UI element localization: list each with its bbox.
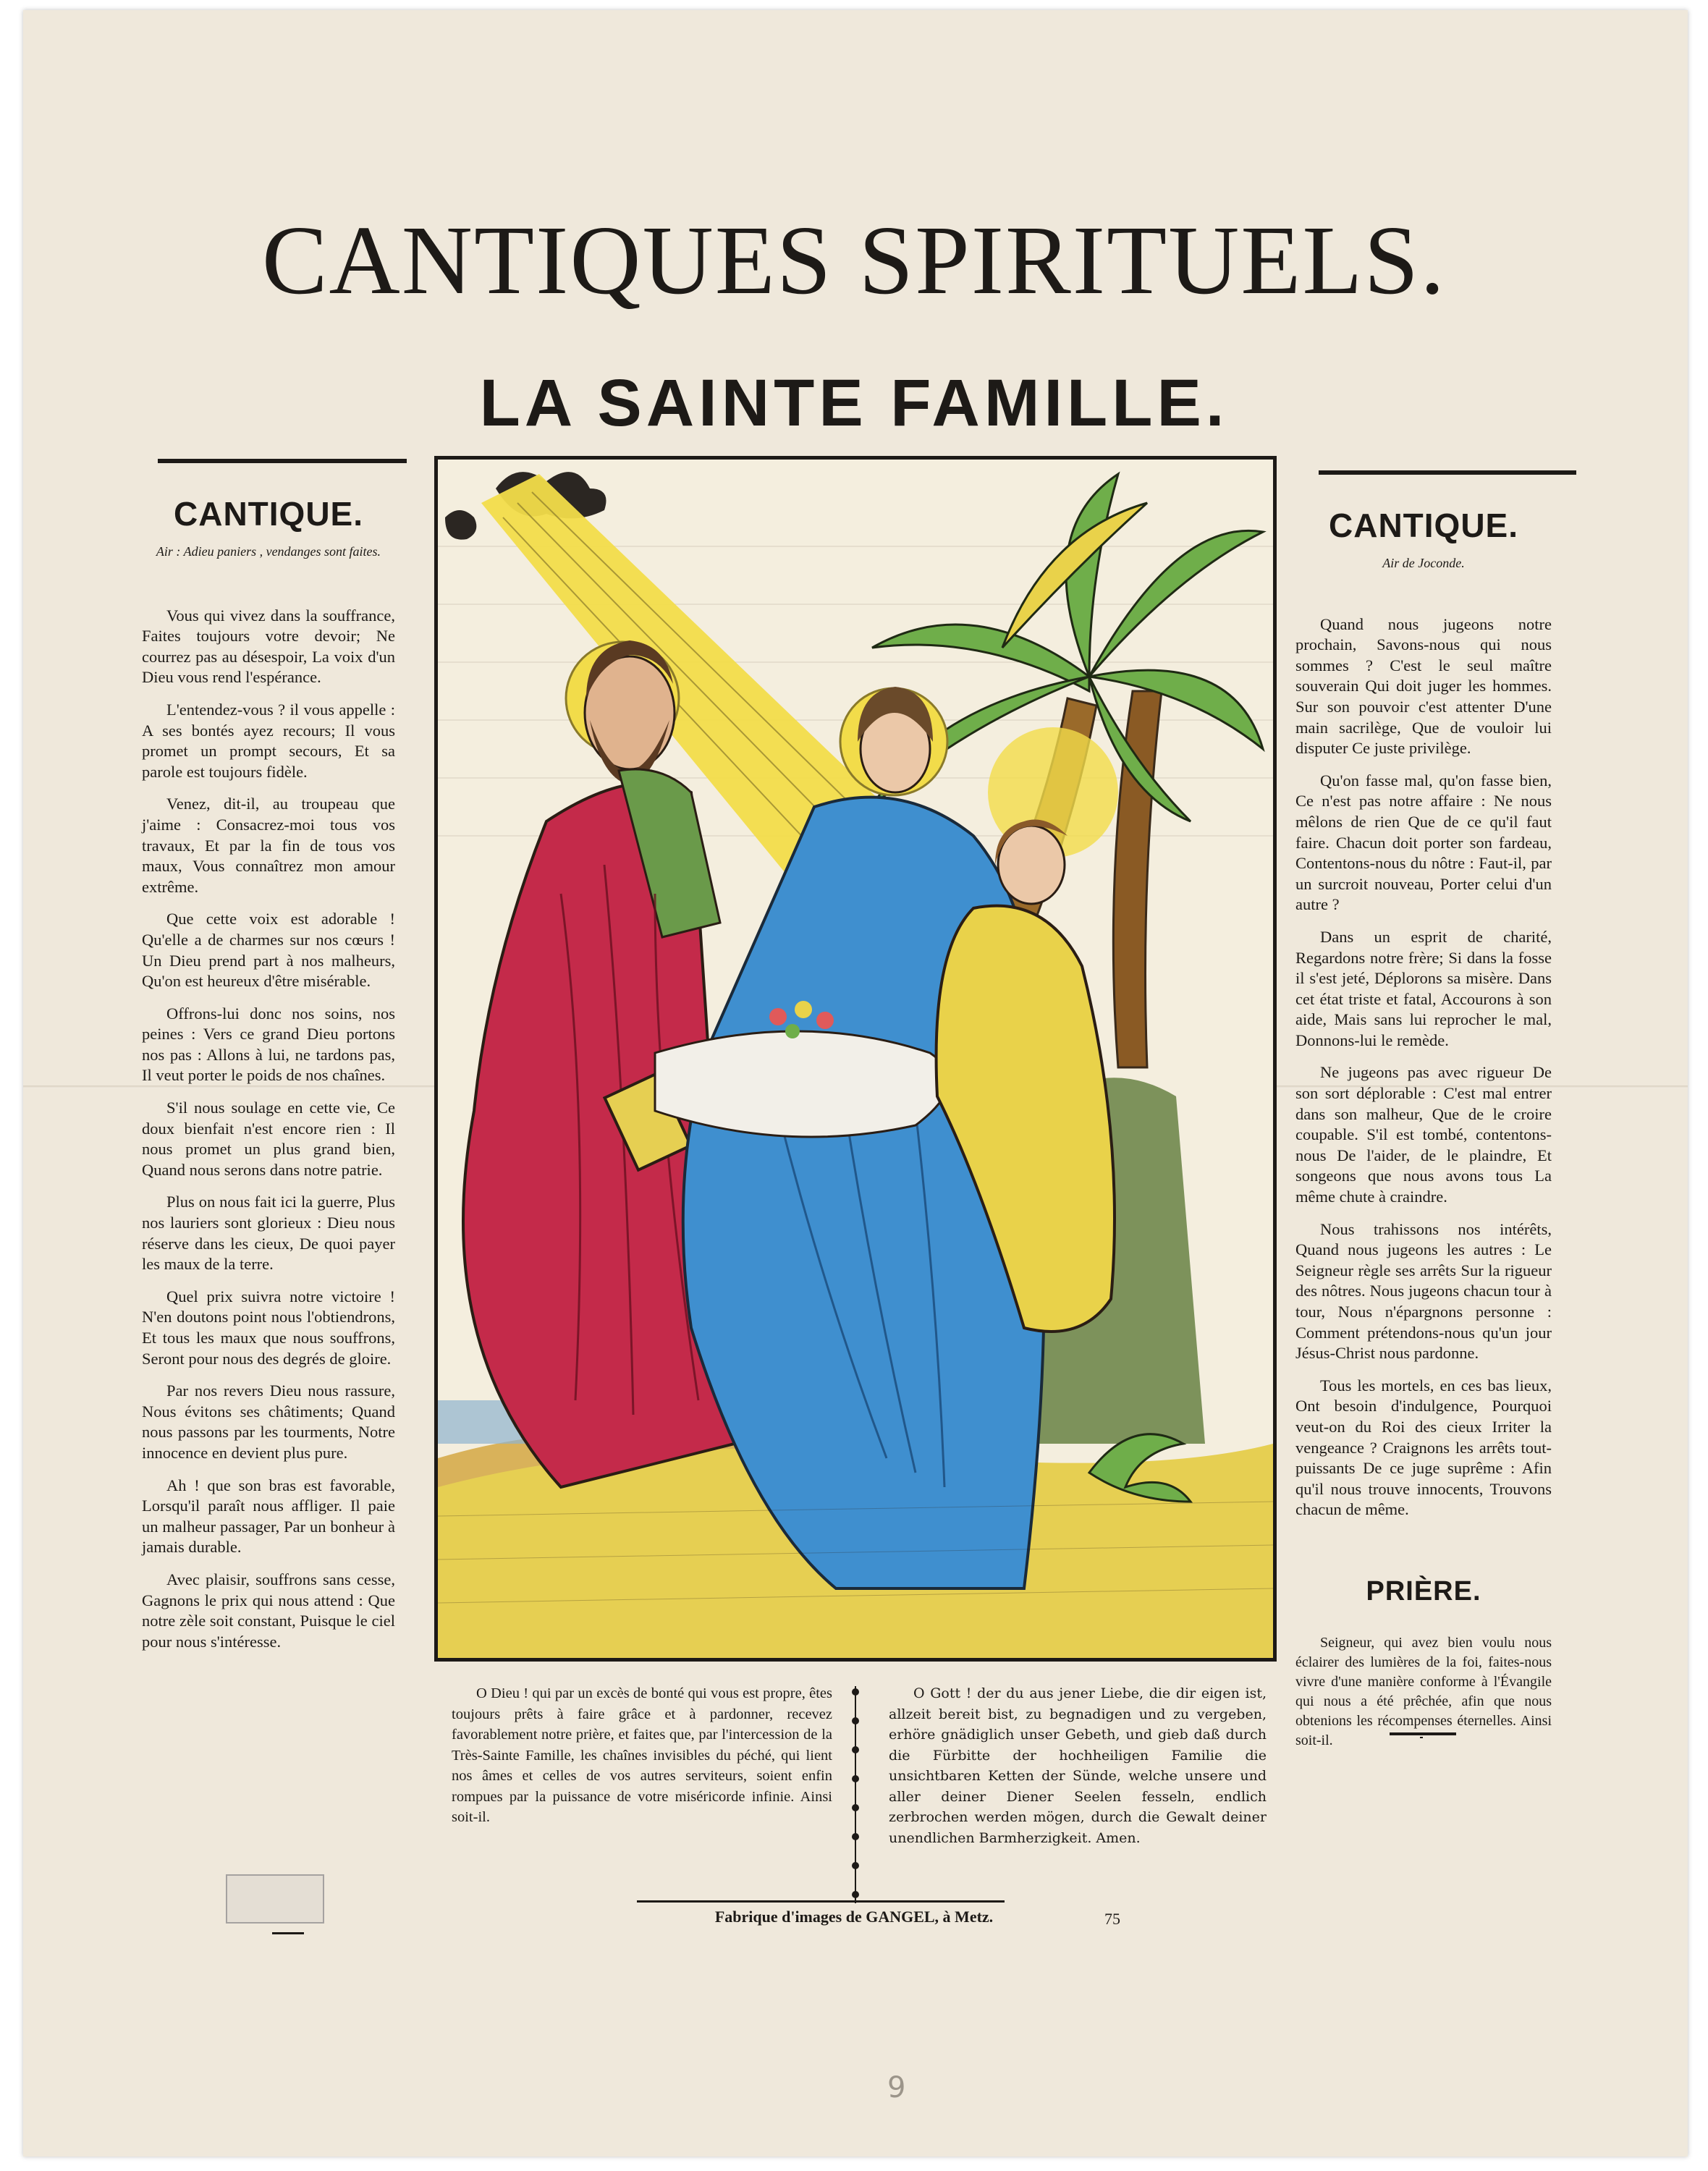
left-stanza: Venez, dit-il, au troupeau que j'aime : Consacrez-moi tous vos travaux, Et par la fin de tous vos maux, Vous connaîtrez mon amour extrême. [142, 795, 395, 896]
rule-right [1319, 470, 1576, 475]
prayer-heading: PRIÈRE. [1366, 1575, 1481, 1607]
woodcut-scene [438, 460, 1273, 1658]
left-stanza: S'il nous soulage en cette vie, Ce doux bienfait n'est encore rien : Il nous promet un plus grand bien, Quand nous serons dans notre patrie. [142, 1099, 395, 1179]
right-stanza: Dans un esprit de charité, Regardons notre frère; Si dans la fosse il s'est jeté, Déplorons sa misère. Dans cet état triste et fatal, Accourons à son aide, Mais sans lui reprocher le mal, Donnons-lui le remède. [1295, 927, 1552, 1049]
right-stanza: Nous trahissons nos intérêts, Quand nous jugeons les autres : Le Seigneur règle ses arrêts Sur la rigueur des nôtres. Nous jugeons chacun tour à tour, Nous n'épargnons personne : Comment prétendons-nous qu'un jour Jésus-Christ nous pardonne. [1295, 1219, 1552, 1363]
french-prayer-text: O Dieu ! qui par un excès de bonté qui vous est propre, êtes toujours prêts à faire grâce et à pardonner, recevez favorablement notre prière, et faites que, par l'intercession de la Très-Sainte Famille, les chaînes invisibles du péché, qui lient nos âmes et celles de vos autres serviteurs, soient enfin rompues par la puissance de votre miséricorde infinie. Ainsi soit-il. [452, 1685, 832, 1825]
rule-left [158, 459, 407, 463]
right-column-air: Air de Joconde. [1382, 556, 1465, 570]
prayer-text: Seigneur, qui avez bien voulu nous éclairer des lumières de la foi, faites-nous vivre d'une manière conforme à l'Évangile qui nous a été prêchée, afin que nous obtenions les récompenses éternelles. Ainsi soit-il. [1295, 1634, 1552, 1748]
page-number: 75 [1104, 1910, 1120, 1928]
left-stanza: Offrons-lui donc nos soins, nos peines : Vers ce grand Dieu portons nos pas : Allons à lui, ne tardons pas, Il veut porter le poids de nos chaînes. [142, 1004, 395, 1085]
left-stanza: Plus on nous fait ici la guerre, Plus nos lauriers sont glorieux : Dieu nous réserve dans les cieux, De quoi payer les maux de la terre. [142, 1193, 395, 1274]
german-prayer-text: O Gott ! der du aus jener Liebe, die dir eigen ist, allzeit bereit bist, zu begnadigen und zu vergeben, erhöre gnädiglich unser Gebeth, und gieb daß durch die Fürbitte der hochheiligen Familie die unsichtbaren Ketten der Sünde, welche unsere und aller deiner Diener Seelen fesseln, endlich zerbrochen werden mögen, durch die Gewalt deiner unendlichen Barmherzigkeit. Amen. [889, 1685, 1267, 1846]
left-stanza: Que cette voix est adorable ! Qu'elle a de charmes sur nos cœurs ! Un Dieu prend part à nos malheurs, Qu'on est heureux d'être misérable. [142, 910, 395, 991]
holy-family-illustration [434, 456, 1277, 1662]
rule-left-end [272, 1932, 304, 1934]
ornament-divider-icon [848, 1686, 863, 1903]
left-column-heading: CANTIQUE. [174, 495, 363, 533]
german-prayer [889, 1683, 1267, 1848]
left-column [142, 492, 395, 1664]
printer-imprint: Fabrique d'images de GANGEL, à Metz. [714, 1908, 994, 1926]
left-column-air: Air : Adieu paniers , vendanges sont faites. [156, 544, 381, 559]
right-stanza: Tous les mortels, en ces bas lieux, Ont besoin d'indulgence, Pourquoi veut-on du Roi des cieux Irriter la vengeance ? Craignons les arrêts tout-puissants De ce juge suprême : Afin qu'il nous trouve innocents, Trouvons chacun de même. [1295, 1376, 1552, 1519]
left-stanza: Quel prix suivra notre victoire ! N'en doutons point nous l'obtiendrons, Et tous les maux que nous souffrons, Seront pour nous des degrés de gloire. [142, 1287, 395, 1368]
left-stanza: Par nos revers Dieu nous rassure, Nous évitons ses châtiments; Quand nous passons par les tourments, Notre innocence en devient plus pure. [142, 1381, 395, 1462]
pencil-mark: 9 [887, 2071, 906, 2104]
french-prayer [452, 1683, 832, 1828]
right-stanza: Quand nous jugeons notre prochain, Savons-nous qui nous sommes ? C'est le seul maître souverain Qui doit juger les hommes. Sur son pouvoir c'est attenter D'une main sacrilège, Que de vouloir lui disputer Ce juste privilège. [1295, 614, 1552, 758]
left-stanza: L'entendez-vous ? il vous appelle : A ses bontés ayez recours; Il vous promet un prompt secours, Et sa parole est toujours fidèle. [142, 700, 395, 781]
page-title: CANTIQUES SPIRITUELS. [261, 206, 1447, 315]
right-stanza: Qu'on fasse mal, qu'on fasse bien, Ce n'est pas notre affaire : Ne nous mêlons de rien Que de ce qu'il faut faire. Chacun doit porter son fardeau, Contentons-nous du nôtre : Faut-il, par un surcroit nouveau, Porter celui d'un autre ? [1295, 771, 1552, 914]
right-column-heading: CANTIQUE. [1329, 507, 1518, 544]
rule-footer [637, 1900, 1005, 1903]
right-stanza: Ne jugeons pas avec rigueur De son sort déplorable : C'est mal entrer dans son malheur, Que de le croire coupable. S'il est tombé, contentons-nous De l'aider, de le plaindre, Et songeons que nous avons tous La même chute à craindre. [1295, 1063, 1552, 1206]
left-stanza: Avec plaisir, souffrons sans cesse, Gagnons le prix qui nous attend : Que notre zèle soit constant, Puisque le ciel pour nous s'intéresse. [142, 1570, 395, 1651]
left-stanza: Vous qui vivez dans la souffrance, Faites toujours votre devoir; Ne courrez pas au désespoir, La voix d'un Dieu vous rend l'espérance. [142, 606, 395, 687]
right-column [1295, 504, 1552, 1762]
left-stanza: Ah ! que son bras est favorable, Lorsqu'il paraît nous affliger. Il paie un malheur passager, Par un bonheur à jamais durable. [142, 1476, 395, 1557]
page-subtitle: LA SAINTE FAMILLE. [479, 366, 1229, 440]
